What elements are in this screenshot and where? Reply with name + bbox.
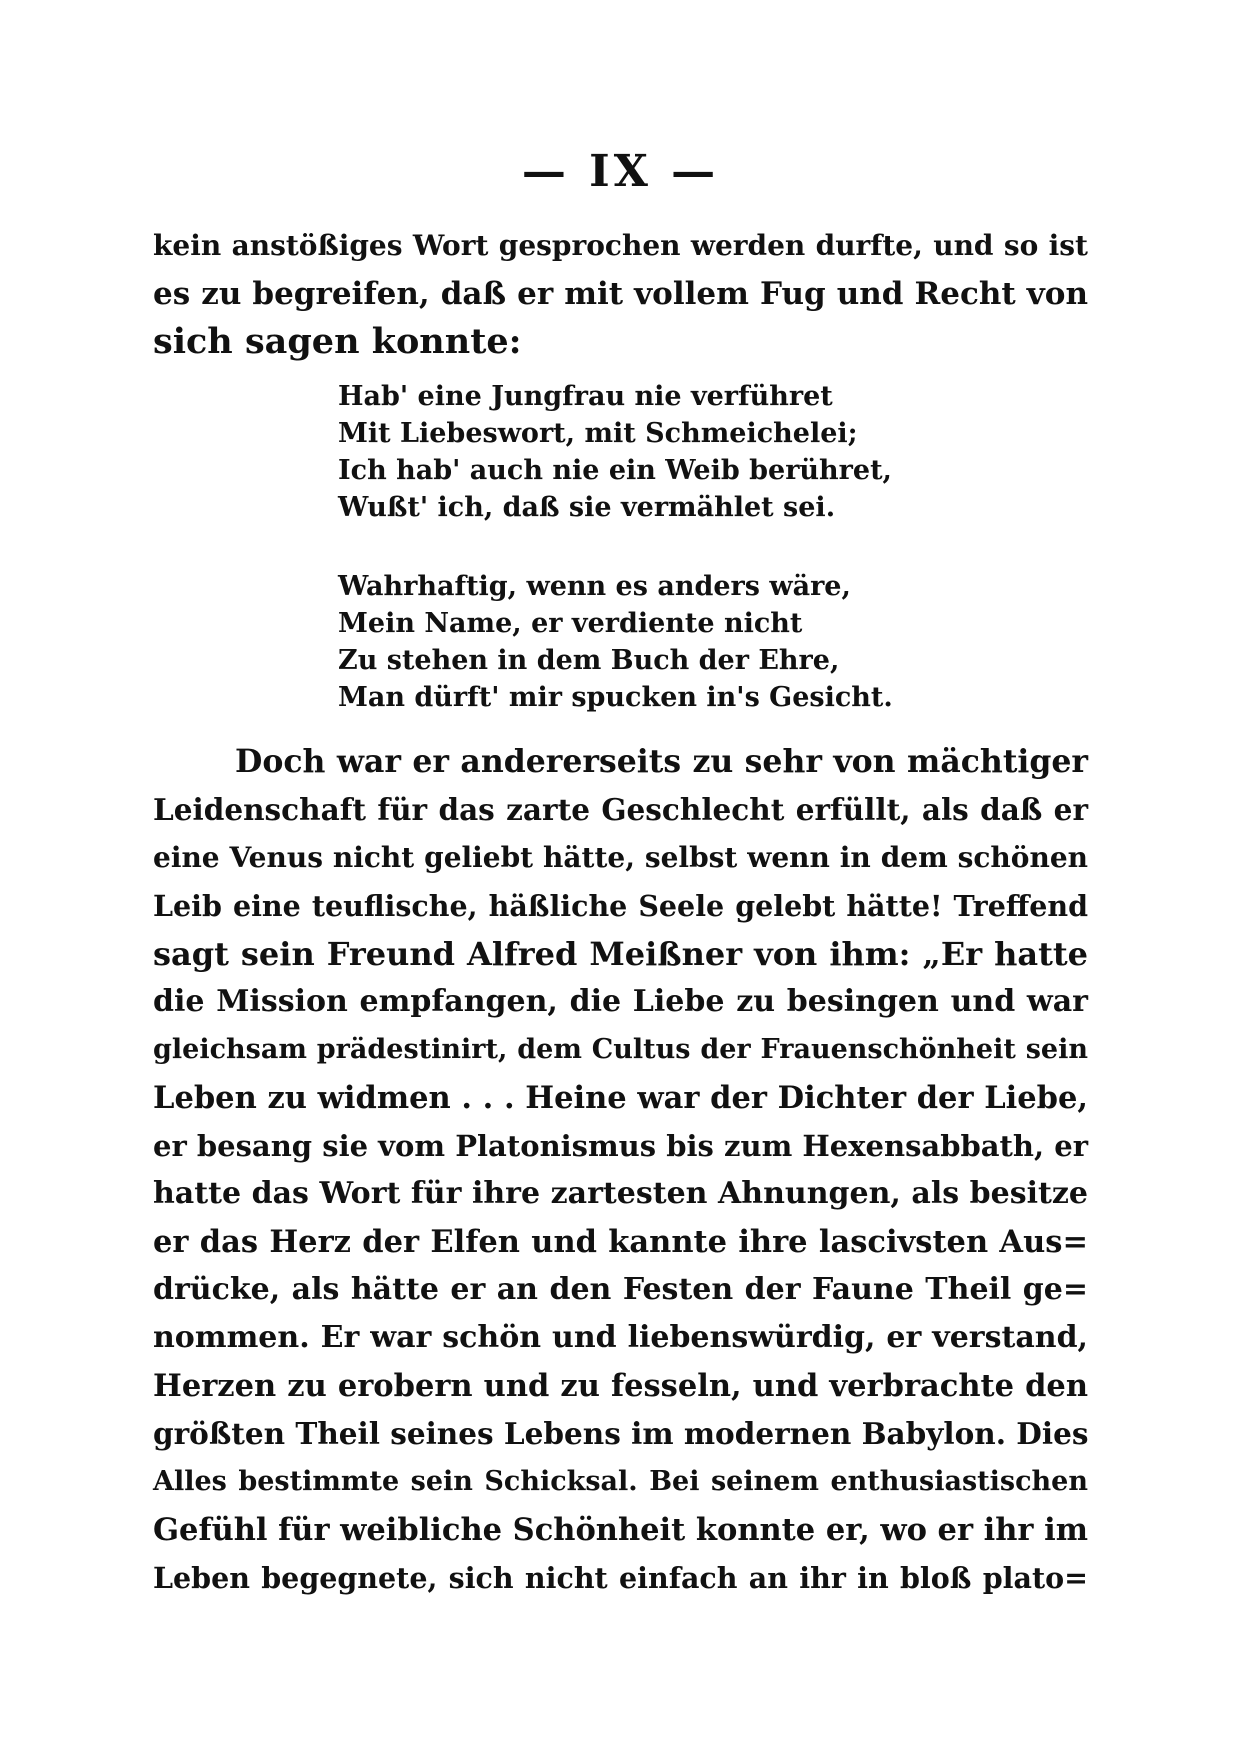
text-line: sich sagen konnte: — [153, 321, 522, 362]
text-line: Leben zu widmen . . . Heine war der Dichter der Liebe, — [153, 1080, 1088, 1116]
verse-line: Man dürft' mir spucken in's Gesicht. — [338, 682, 893, 713]
verse-line: Mein Name, er verdiente nicht — [338, 608, 803, 639]
text-line: die Mission empfangen, die Liebe zu besingen und war — [153, 984, 1088, 1019]
text-line: Gefühl für weibliche Schönheit konnte er, wo er ihr im — [153, 1512, 1088, 1548]
text-line: Leidenschaft für das zarte Geschlecht erfüllt, als daß er — [153, 792, 1088, 827]
verse-line: Wahrhaftig, wenn es anders wäre, — [338, 571, 851, 602]
text-line: Doch war er andererseits zu sehr von mächtiger — [235, 743, 1088, 780]
poem-stanza-1 — [338, 378, 898, 526]
text-line: er das Herz der Elfen und kannte ihre lascivsten Aus= — [153, 1224, 1088, 1260]
text-line: nommen. Er war schön und liebenswürdig, er verstand, — [153, 1320, 1088, 1355]
text-line: hatte das Wort für ihre zartesten Ahnungen, als besitze — [153, 1176, 1088, 1211]
verse-line: Zu stehen in dem Buch der Ehre, — [338, 645, 840, 676]
text-line: es zu begreifen, daß er mit vollem Fug und Recht von — [153, 276, 1088, 312]
text-line: kein anstößiges Wort gesprochen werden durfte, und so ist — [153, 229, 1088, 262]
paragraph-opening — [153, 222, 1088, 366]
text-line: größten Theil seines Lebens im modernen Babylon. Dies — [153, 1416, 1089, 1451]
text-line: Herzen zu erobern und zu fesseln, und verbrachte den — [153, 1368, 1088, 1404]
verse-line: Wußt' ich, daß sie vermählet sei. — [338, 492, 836, 523]
poem-stanza-2 — [338, 568, 898, 716]
text-line: er besang sie vom Platonismus bis zum Hexensabbath, er — [153, 1129, 1088, 1163]
text-line: Leib eine teuflische, häßliche Seele gelebt hätte! Treffend — [153, 889, 1088, 923]
text-line: Alles bestimmte sein Schicksal. Bei seinem enthusiastischen — [153, 1466, 1088, 1497]
text-line: gleichsam prädestinirt, dem Cultus der Frauenschönheit sein — [153, 1034, 1088, 1065]
paragraph-main — [153, 738, 1088, 1602]
text-line: sagt sein Freund Alfred Meißner von ihm: „Er hatte — [153, 935, 1088, 973]
verse-line: Mit Liebeswort, mit Schmeichelei; — [338, 418, 858, 449]
verse-line: Hab' eine Jungfrau nie verführet — [338, 381, 833, 412]
verse-line: Ich hab' auch nie ein Weib berühret, — [338, 455, 892, 486]
page-number: — IX — — [521, 146, 720, 197]
text-line: drücke, als hätte er an den Festen der Faune Theil ge= — [153, 1272, 1088, 1307]
text-line: eine Venus nicht geliebt hätte, selbst wenn in dem schönen — [153, 841, 1088, 874]
text-line: Leben begegnete, sich nicht einfach an ihr in bloß plato= — [153, 1561, 1088, 1595]
